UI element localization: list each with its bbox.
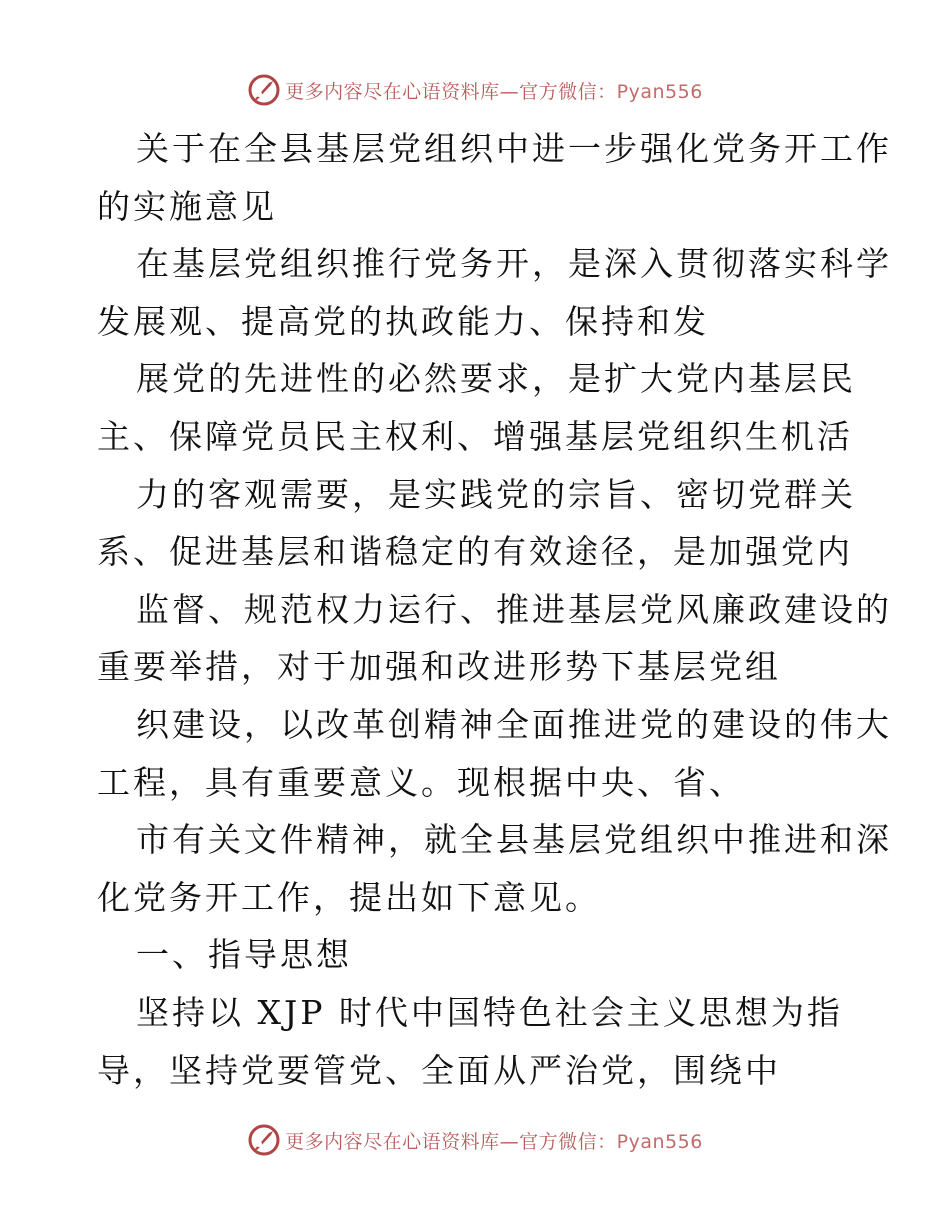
doc-line: 重要举措，对于加强和改进形势下基层党组 xyxy=(97,647,781,687)
doc-line: 市有关文件精神，就全县基层党组织中推进和深 xyxy=(136,820,892,860)
banner-text-cn: 更多内容尽在心语资料库—官方微信： xyxy=(285,80,617,103)
banner-wechat-id: Pyan556 xyxy=(616,80,703,103)
header-banner xyxy=(0,70,950,110)
doc-title-line-2: 的实施意见 xyxy=(97,186,277,226)
quill-circle-logo-icon xyxy=(247,1123,281,1157)
footer-banner xyxy=(0,1120,950,1160)
banner-text xyxy=(285,1127,703,1154)
doc-line: 化党务开工作，提出如下意见。 xyxy=(97,877,601,917)
doc-line: 主、保障党员民主权利、增强基层党组织生机活 xyxy=(97,416,853,456)
banner-text xyxy=(285,77,703,104)
banner-wechat-id: Pyan556 xyxy=(616,1130,703,1153)
doc-line: 工程，具有重要意义。现根据中央、省、 xyxy=(97,762,745,802)
doc-line: 系、促进基层和谐稳定的有效途径，是加强党内 xyxy=(97,532,853,572)
doc-line: 在基层党组织推行党务开，是深入贯彻落实科学 xyxy=(136,244,892,284)
doc-line: 发展观、提高党的执政能力、保持和发 xyxy=(97,301,709,341)
doc-line: 监督、规范权力运行、推进基层党风廉政建设的 xyxy=(136,589,892,629)
doc-line: 织建设，以改革创精神全面推进党的建设的伟大 xyxy=(136,704,892,744)
doc-line: 坚持以 XJP 时代中国特色社会主义思想为指 xyxy=(136,992,843,1032)
document-body xyxy=(97,120,892,1099)
quill-circle-logo-icon xyxy=(247,73,281,107)
doc-title-line-1: 关于在全县基层党组织中进一步强化党务开工作 xyxy=(136,129,892,168)
doc-line: 展党的先进性的必然要求，是扩大党内基层民 xyxy=(136,359,856,399)
doc-line: 力的客观需要，是实践党的宗旨、密切党群关 xyxy=(136,474,856,514)
banner-text-cn: 更多内容尽在心语资料库—官方微信： xyxy=(285,1130,617,1153)
doc-line: 导，坚持党要管党、全面从严治党，围绕中 xyxy=(97,1050,781,1090)
section-heading: 一、指导思想 xyxy=(136,935,352,975)
